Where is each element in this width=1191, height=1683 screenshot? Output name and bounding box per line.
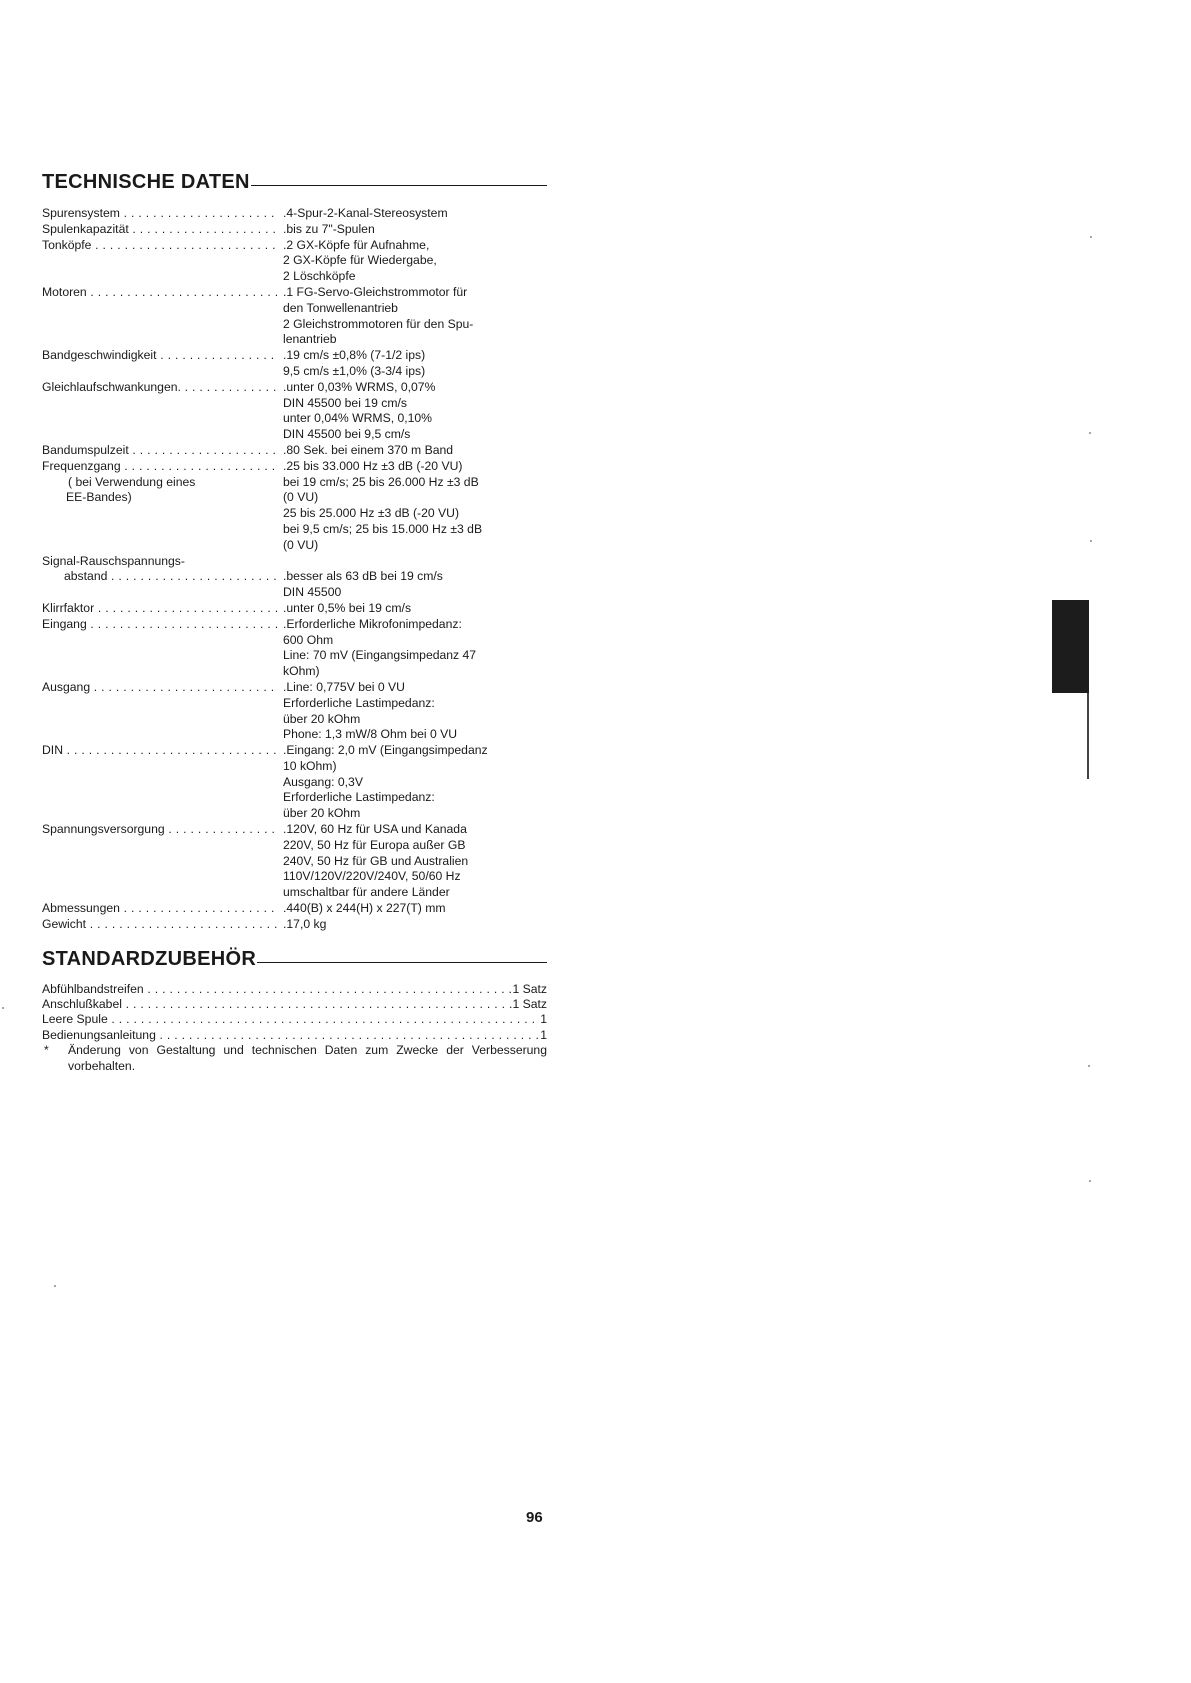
page-edge-tab: [1052, 600, 1089, 693]
spec-row: [42, 743, 547, 822]
spec-value: Erforderliche Lastimpedanz:: [283, 790, 435, 805]
scan-speck: [1089, 432, 1091, 434]
spec-row: [42, 917, 547, 933]
spec-values: [277, 238, 547, 285]
spec-value: umschaltbar für andere Länder: [283, 885, 450, 900]
spec-value: Phone: 1,3 mW/8 Ohm bei 0 VU: [283, 727, 458, 742]
spec-row: [42, 443, 547, 459]
spec-value: unter 0,04% WRMS, 0,10%: [283, 411, 433, 426]
spec-row: [42, 380, 547, 443]
spec-label-text: Spannungsversorgung: [42, 822, 165, 837]
spec-label-text: Abmessungen: [42, 901, 120, 916]
spec-values: [277, 348, 547, 380]
spec-row: [42, 901, 547, 917]
spec-value: Erforderliche Lastimpedanz:: [283, 695, 435, 710]
scan-speck: [1090, 236, 1092, 238]
spec-value: .Eingang: 2,0 mV (Eingangsimpedanz: [283, 743, 488, 758]
spec-value: .17,0 kg: [283, 916, 327, 931]
spec-sublabel: EE-Bandes): [66, 490, 132, 505]
spec-values: [277, 285, 547, 348]
spec-label-text: Tonköpfe: [42, 237, 92, 252]
heading-rule: [251, 185, 547, 186]
accessory-label: Leere Spule: [42, 1012, 108, 1027]
spec-value: über 20 kOhm: [283, 806, 361, 821]
spec-label-text: Spulenkapazität: [42, 221, 129, 236]
spec-label-text: Spurensystem: [42, 206, 120, 220]
accessory-quantity: 1 Satz: [512, 997, 547, 1012]
spec-value: 220V, 50 Hz für Europa außer GB: [283, 837, 466, 852]
spec-label: [42, 348, 277, 380]
spec-row: [42, 206, 547, 222]
page-edge-line: [1087, 693, 1089, 779]
spec-label-text: Gleichlaufschwankungen.: [42, 379, 181, 394]
accessory-label: Bedienungsanleitung: [42, 1027, 156, 1042]
spec-value: (0 VU): [283, 490, 319, 505]
spec-values: [277, 206, 547, 222]
leader-dots: [107, 569, 277, 585]
scan-speck: [1088, 1065, 1090, 1067]
leader-dots: [87, 617, 277, 633]
leader-dots: [165, 822, 277, 838]
spec-value: .unter 0,5% bei 19 cm/s: [283, 600, 412, 615]
spec-label: [42, 917, 277, 933]
spec-value: 2 Gleichstrommotoren für den Spu-: [283, 316, 474, 331]
leader-dots: [181, 380, 277, 396]
spec-values: [277, 380, 547, 443]
spec-value: bei 9,5 cm/s; 25 bis 15.000 Hz ±3 dB: [283, 521, 483, 536]
spec-label-text: Bandumspulzeit: [42, 442, 129, 457]
spec-value: .Line: 0,775V bei 0 VU: [283, 679, 405, 694]
spec-row: [42, 238, 547, 285]
accessories-title: STANDARDZUBEHÖR: [42, 947, 257, 970]
scan-speck: [54, 1285, 56, 1287]
spec-value: .120V, 60 Hz für USA und Kanada: [283, 822, 467, 837]
spec-value: .19 cm/s ±0,8% (7-1/2 ips): [283, 348, 426, 363]
accessory-item: [42, 1012, 547, 1027]
spec-value: 10 kOhm): [283, 758, 337, 773]
spec-label-text: Bandgeschwindigkeit: [42, 348, 157, 363]
page-number: 96: [526, 1509, 543, 1526]
spec-value: .440(B) x 244(H) x 227(T) mm: [283, 901, 446, 916]
spec-value: 2 Löschköpfe: [283, 269, 356, 284]
spec-value: 2 GX-Köpfe für Wiedergabe,: [283, 253, 437, 268]
spec-label-text: Klirrfaktor: [42, 600, 95, 615]
spec-label: [42, 617, 277, 680]
spec-sublabel: ( bei Verwendung eines: [68, 474, 196, 489]
accessory-item: [42, 982, 547, 997]
spec-value: .4-Spur-2-Kanal-Stereosystem: [283, 206, 448, 220]
heading-rule: [257, 962, 547, 963]
spec-table: [42, 206, 547, 933]
spec-label: [42, 285, 277, 348]
leader-dots: [86, 917, 277, 933]
leader-dots: [63, 743, 277, 759]
leader-dots: [129, 443, 277, 459]
spec-value: DIN 45500 bei 9,5 cm/s: [283, 427, 411, 442]
spec-label-text: abstand: [64, 569, 108, 584]
leader-dots: [121, 459, 277, 475]
spec-value: Ausgang: 0,3V: [283, 774, 363, 789]
page-content: [42, 168, 547, 1074]
spec-value: 25 bis 25.000 Hz ±3 dB (-20 VU): [283, 506, 460, 521]
spec-label: [42, 601, 277, 617]
spec-value: über 20 kOhm: [283, 711, 361, 726]
spec-label: [42, 443, 277, 459]
spec-label: [42, 380, 277, 443]
spec-row: [42, 680, 547, 743]
spec-row: [42, 348, 547, 380]
spec-label-top: Signal-Rauschspannungs-: [42, 553, 185, 568]
spec-value: .unter 0,03% WRMS, 0,07%: [283, 379, 436, 394]
spec-value: 110V/120V/220V/240V, 50/60 Hz: [283, 869, 461, 884]
spec-label: [42, 222, 277, 238]
spec-value: .bis zu 7"-Spulen: [283, 221, 375, 236]
leader-dots: [129, 222, 277, 238]
accessory-item: [42, 997, 547, 1012]
spec-value: 600 Ohm: [283, 632, 334, 647]
spec-label: [42, 743, 277, 822]
technical-data-heading: [42, 168, 547, 192]
spec-label: [42, 554, 277, 601]
spec-value: DIN 45500 bei 19 cm/s: [283, 395, 407, 410]
spec-label: [42, 238, 277, 285]
spec-value: 240V, 50 Hz für GB und Australien: [283, 853, 469, 868]
accessory-quantity: 1: [540, 1027, 547, 1042]
spec-label: [42, 680, 277, 743]
spec-label-text: Frequenzgang: [42, 458, 121, 473]
spec-values: [277, 743, 547, 822]
leader-dots: [157, 348, 277, 364]
spec-value: .25 bis 33.000 Hz ±3 dB (-20 VU): [283, 458, 463, 473]
accessory-label: Anschlußkabel: [42, 997, 122, 1012]
accessories-heading: [42, 945, 547, 969]
spec-values: [277, 554, 547, 601]
leader-dots: [90, 680, 277, 696]
spec-row: [42, 222, 547, 238]
spec-value: Line: 70 mV (Eingangsimpedanz 47: [283, 648, 477, 663]
spec-values: [277, 459, 547, 554]
spec-value: 9,5 cm/s ±1,0% (3-3/4 ips): [283, 363, 426, 378]
spec-row: [42, 822, 547, 901]
spec-row: [42, 459, 547, 554]
spec-values: [277, 222, 547, 238]
scan-speck: [1090, 540, 1092, 542]
spec-label: [42, 901, 277, 917]
spec-value: bei 19 cm/s; 25 bis 26.000 Hz ±3 dB: [283, 474, 479, 489]
leader-dots: [156, 1028, 540, 1043]
leader-dots: [94, 601, 277, 617]
spec-label-text: DIN: [42, 743, 63, 758]
spec-value: DIN 45500: [283, 585, 342, 600]
technical-data-title: TECHNISCHE DATEN: [42, 171, 250, 193]
spec-values: [277, 443, 547, 459]
spec-values: [277, 822, 547, 901]
spec-values: [277, 601, 547, 617]
footnote-text: Änderung von Gestaltung und technischen Daten zum Zwecke der Verbesserung vorbehalten.: [68, 1043, 547, 1073]
leader-dots: [144, 982, 513, 997]
accessory-quantity: 1: [540, 1012, 547, 1027]
spec-label: [42, 206, 277, 222]
spec-values: [277, 617, 547, 680]
leader-dots: [108, 1012, 540, 1027]
accessory-item: [42, 1028, 547, 1043]
spec-value: .besser als 63 dB bei 19 cm/s: [283, 569, 443, 584]
footnote: [42, 1043, 547, 1074]
spec-values: [277, 901, 547, 917]
spec-value: den Tonwellenantrieb: [283, 300, 398, 315]
spec-row: [42, 601, 547, 617]
footnote-bullet: *: [44, 1043, 49, 1058]
scan-speck: [2, 1007, 4, 1009]
spec-label: [42, 459, 277, 554]
leader-dots: [122, 997, 512, 1012]
spec-row: [42, 554, 547, 601]
spec-value: (0 VU): [283, 537, 319, 552]
spec-label-text: Motoren: [42, 284, 87, 299]
spec-value: .Erforderliche Mikrofonimpedanz:: [283, 616, 462, 631]
spec-value: .2 GX-Köpfe für Aufnahme,: [283, 237, 430, 252]
spec-row: [42, 617, 547, 680]
accessory-label: Abfühlbandstreifen: [42, 981, 144, 996]
spec-values: [277, 680, 547, 743]
spec-values: [277, 917, 547, 933]
leader-dots: [91, 238, 277, 254]
scan-speck: [1089, 1180, 1091, 1182]
spec-label-text: Eingang: [42, 616, 87, 631]
spec-label: [42, 822, 277, 901]
spec-row: [42, 285, 547, 348]
accessory-list: [42, 982, 547, 1044]
spec-value: .80 Sek. bei einem 370 m Band: [283, 442, 454, 457]
spec-value: .1 FG-Servo-Gleichstrommotor für: [283, 284, 468, 299]
accessory-quantity: 1 Satz: [512, 981, 547, 996]
leader-dots: [120, 206, 277, 222]
spec-value: lenantrieb: [283, 332, 337, 347]
leader-dots: [87, 285, 277, 301]
leader-dots: [120, 901, 277, 917]
spec-value: kOhm): [283, 664, 320, 679]
spec-label-text: Ausgang: [42, 679, 91, 694]
spec-label-text: Gewicht: [42, 916, 87, 931]
